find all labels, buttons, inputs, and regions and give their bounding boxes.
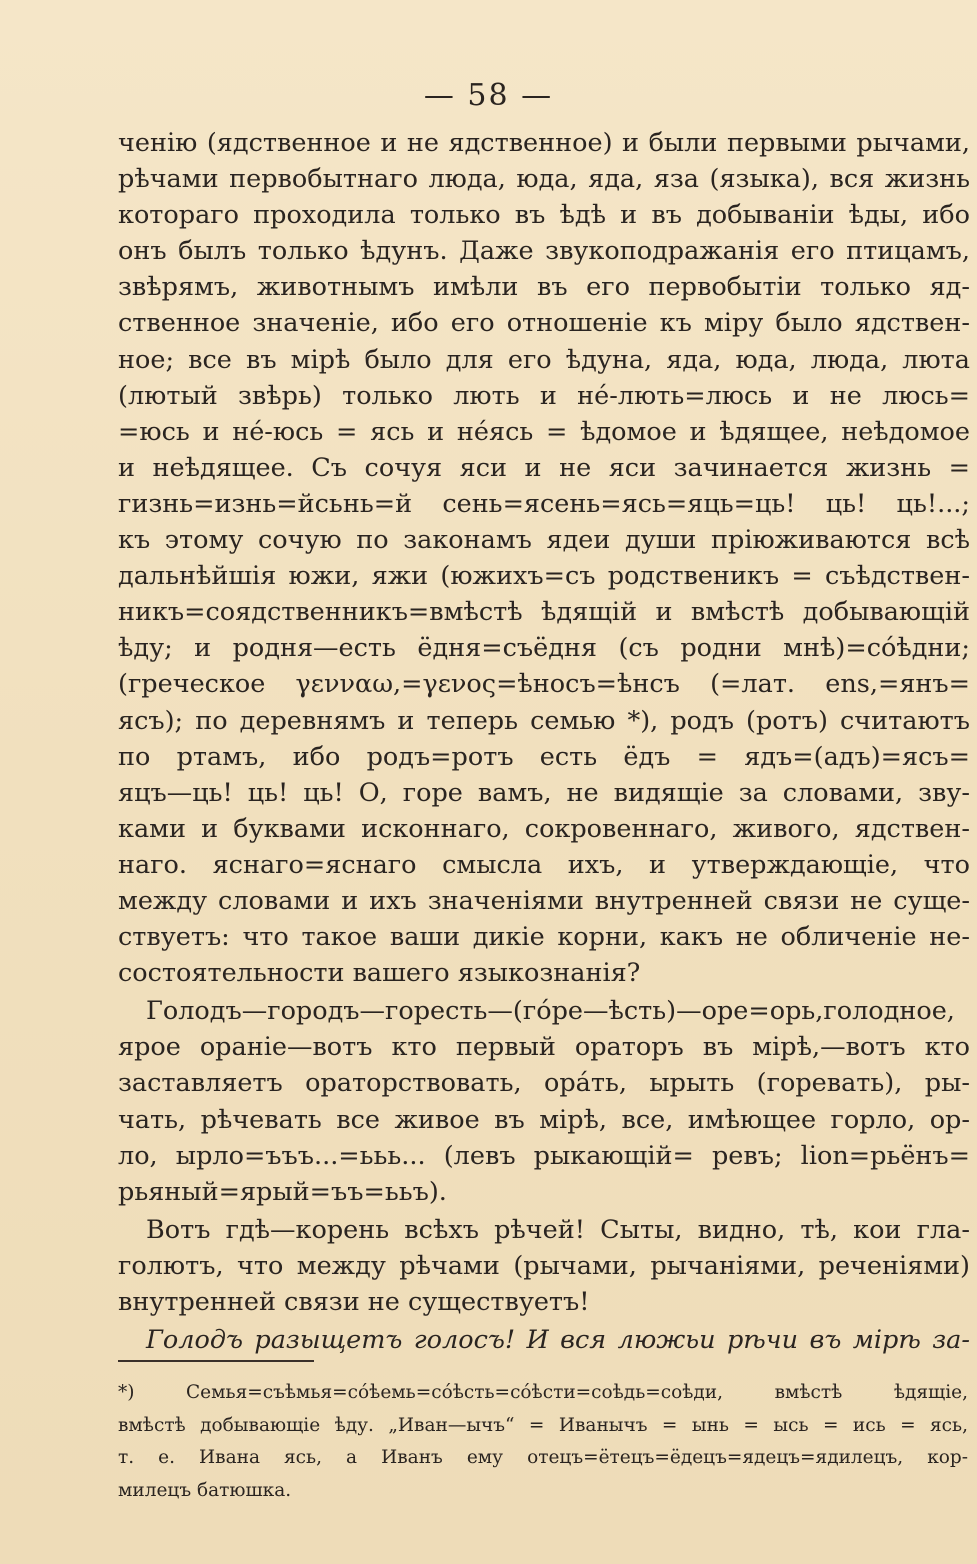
- text-line: чать, рѣчевать все живое въ мірѣ, все, имѣющее горло, ор-: [118, 1104, 970, 1135]
- italic-paragraph-line: Голодъ разыщетъ голосъ! И вся люжьи рѣчи въ мірѣ за-: [146, 1325, 970, 1356]
- text-line: между словами и ихъ значеніями внутренней связи не суще-: [118, 885, 970, 916]
- footnote-line: милецъ батюшка.: [118, 1479, 292, 1501]
- footnote-line: т. е. Ивана ясь, а Иванъ ему отецъ=ётецъ=ёдецъ=ядецъ=ядилецъ, кор-: [118, 1447, 968, 1468]
- footnote-line: *) Семья=съѣмья=сóѣемь=сóѣсть=сóѣсти=соѣдь=соѣди, вмѣстѣ ѣдящіе,: [118, 1382, 968, 1403]
- text-line: состоятельности вашего языкознанія?: [118, 958, 641, 989]
- page-number: — 58 —: [423, 78, 554, 113]
- text-line: (греческое γενναω,=γενος=ѣносъ=ѣнсъ (=лат. ens,=янъ=: [118, 669, 970, 700]
- text-line: никъ=соядственникъ=вмѣстѣ ѣдящій и вмѣстѣ добывающій: [118, 597, 970, 628]
- text-line: внутренней связи не существуетъ!: [118, 1287, 590, 1317]
- text-line: гизнь=изнь=йсьнь=й сень=ясень=ясь=яць=ць! ць! ць!...;: [118, 488, 970, 519]
- footnote-line: вмѣстѣ добывающіе ѣду. „Иван—ычъ“ = Иванычъ = ынь = ысь = ись = ясь,: [118, 1414, 968, 1436]
- text-line: ло, ырло=ъъъ...=ььь... (левъ рыкающій= ревъ; lion=рьёнъ=: [118, 1140, 970, 1171]
- text-line: =юсь и нé-юсь = ясь и нéясь = ѣдомое и ѣдящее, неѣдомое: [118, 416, 970, 447]
- text-line: ясъ); по деревнямъ и теперь семью *), родъ (ротъ) считаютъ: [118, 705, 970, 736]
- text-line: къ этому сочую по законамъ ядеи души пріюживаются всѣ: [118, 525, 970, 556]
- text-line: голютъ, что между рѣчами (рычами, рычаніями, реченіями): [118, 1250, 970, 1281]
- text-line: (лютый звѣрь) только лють и нé-лють=люсь и не люсь=: [118, 380, 970, 411]
- text-line: яцъ—ць! ць! ць! О, горе вамъ, не видящіе за словами, зву-: [118, 777, 970, 808]
- text-line: онъ былъ только ѣдунъ. Даже звукоподражанія его птицамъ,: [118, 236, 970, 267]
- text-line: рѣчами первобытнаго люда, юда, яда, яза (языка), вся жизнь: [118, 164, 970, 195]
- text-line: ное; все въ мірѣ было для его ѣдуна, яда, юда, люда, люта: [118, 344, 970, 375]
- paragraph-start-line: Голодъ—городъ—горесть—(гóре—ѣсть)—оре=орь,голодное,: [146, 996, 955, 1027]
- text-line: звѣрямъ, животнымъ имѣли въ его первобытіи только яд-: [118, 272, 970, 303]
- text-line: ченію (ядственное и не ядственное) и были первыми рычами,: [118, 128, 970, 158]
- footnote-divider: [118, 1360, 314, 1362]
- text-line: ственное значеніе, ибо его отношеніе къ міру было ядствен-: [118, 308, 970, 339]
- paragraph-start-line: Вотъ гдѣ—корень всѣхъ рѣчей! Сыты, видно, тѣ, кои гла-: [146, 1214, 970, 1245]
- body-text: [118, 125, 970, 1358]
- text-line: и неѣдящее. Съ сочуя яси и не яси зачинается жизнь =: [118, 452, 970, 483]
- text-line: котораго проходила только въ ѣдѣ и въ добываніи ѣды, ибо: [118, 200, 970, 231]
- footnotes: [118, 1377, 968, 1507]
- text-line: ѣду; и родня—есть ёдня=съёдня (съ родни мнѣ)=сóѣдни;: [118, 633, 970, 664]
- text-line: рьяный=ярый=ъъ=ььъ).: [118, 1176, 447, 1207]
- text-line: ками и буквами исконнаго, сокровеннаго, живого, ядствен-: [118, 813, 970, 844]
- text-line: наго. яснаго=яснаго смысла ихъ, и утверждающіе, что: [118, 849, 970, 880]
- text-line: по ртамъ, ибо родъ=ротъ есть ёдъ = ядъ=(адъ)=ясъ=: [118, 741, 970, 772]
- text-line: заставляетъ ораторствовать, орáть, ырыть (горевать), ры-: [118, 1068, 970, 1099]
- text-line: ярое ораніе—вотъ кто первый ораторъ въ мірѣ,—вотъ кто: [118, 1032, 970, 1063]
- text-line: ствуетъ: что такое ваши дикіе корни, какъ не обличеніе не-: [118, 922, 970, 953]
- text-line: дальнѣйшія южи, яжи (южихъ=съ родственикъ = съѣдствен-: [118, 561, 970, 592]
